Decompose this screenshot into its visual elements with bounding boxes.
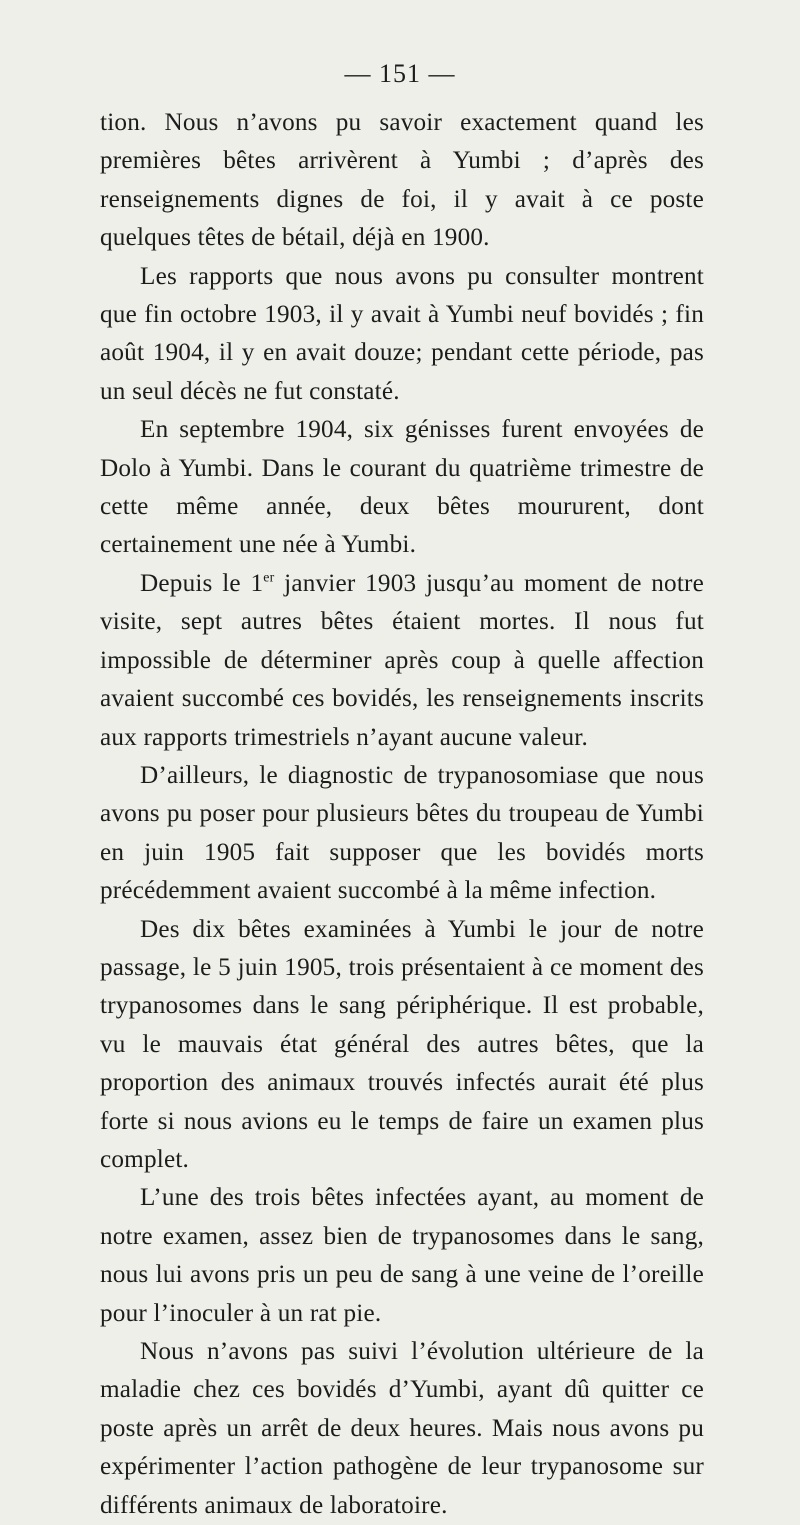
paragraph-8: Nous n’avons pas suivi l’évolution ultérieure de la maladie chez ces bovidés d’Yumbi, ayant dû quitter ce poste après un arrêt de deux heures. Mais nous avons pu expérimenter l’action pathogène de leur trypanosome sur différents animaux de laboratoire. [100, 1338, 704, 1519]
paragraph-5: D’ailleurs, le diagnostic de trypanosomiase que nous avons pu poser pour plusieurs bêtes du troupeau de Yumbi en juin 1905 fait supposer que les bovidés morts précédemment avaient succombé à la même infection. [100, 761, 704, 905]
paragraph-4-text: jusqu’au moment de notre visite, sept autres bêtes étaient mortes. Il nous fut impossible de déterminer après coup à quelle affection avaient succombé ces bovidés, les renseignements inscrits aux rapports trimestriels n’ayant aucune valeur. [100, 569, 705, 751]
paragraph-4-prefix: Depuis le 1 [140, 569, 264, 597]
ordinal-superscript: er [263, 569, 275, 585]
paragraph-2: Les rapports que nous avons pu consulter montrent que fin octobre 1903, il y avait à Yumbi neuf bovidés ; fin août 1904, il y en avait douze; pendant cette période, pas un seul décès ne fut constaté. [100, 262, 704, 405]
page-number: — 151 — [344, 59, 456, 88]
body-text [100, 104, 704, 1525]
paragraph-4 [100, 565, 704, 757]
paragraph-4-date: janvier 1903 [274, 569, 426, 597]
paragraph-3: En septembre 1904, six génisses furent envoyées de Dolo à Yumbi. Dans le courant du quatrième trimestre de cette même année, deux bêtes moururent, dont certainement une née à Yumbi. [100, 416, 704, 559]
paragraph-6: Des dix bêtes examinées à Yumbi le jour de notre passage, le 5 juin 1905, trois présentaient à ce moment des trypanosomes dans le sang périphérique. Il est probable, vu le mauvais état général des autres bêtes, que la proportion des animaux trouvés infectés aurait été plus forte si nous avions eu le temps de faire un examen plus complet. [100, 915, 704, 1173]
paragraph-1: tion. Nous n’avons pu savoir exactement quand les premières bêtes arrivèrent à Yumbi ; d’après des renseignements dignes de foi, il y avait à ce poste quelques têtes de bétail, déjà en 1900. [100, 109, 704, 252]
paragraph-7: L’une des trois bêtes infectées ayant, au moment de notre examen, assez bien de trypanosomes dans le sang, nous lui avons pris un peu de sang à une veine de l’oreille pour l’inoculer à un rat pie. [100, 1184, 704, 1327]
